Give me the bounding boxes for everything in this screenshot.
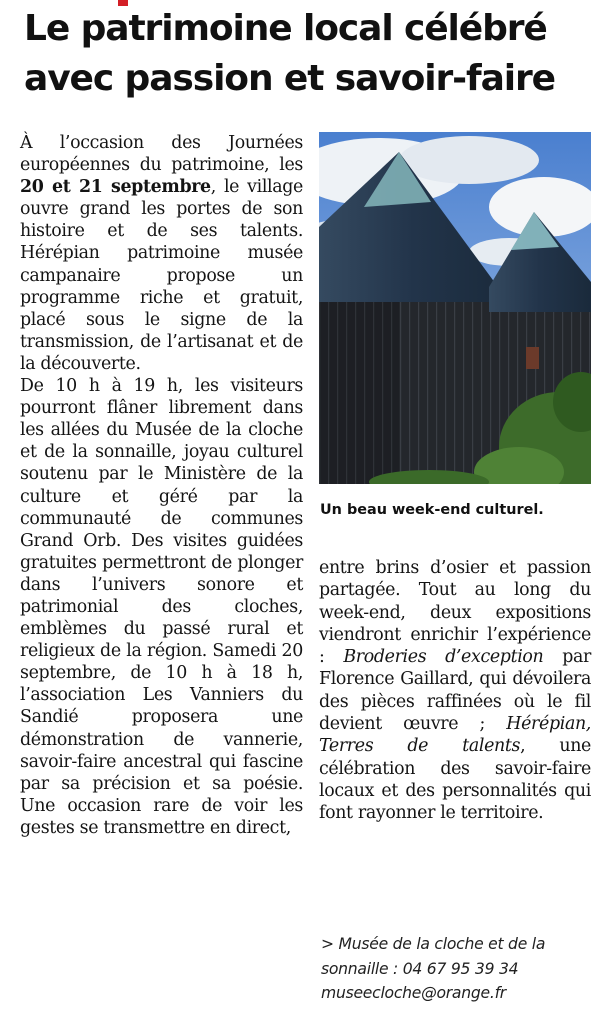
exhibitions-text-b: par Florence Gaillard, qui dévoilera des pièces raffinées où le fil devient œuvre ; [319,647,591,735]
headline-line-1: Le patrimoine local célébré [24,8,547,49]
museum-photo [319,132,591,484]
contact-phone: sonnaille : 04 67 95 39 34 [321,959,519,978]
article-column-right [319,557,591,825]
intro-text-start: À l’occasion des Journées européennes du patrimoine, les [20,133,303,176]
paragraph-program: De 10 h à 19 h, les visiteurs pourront flâner librement dans les allées du Musée de la cloche et de la sonnaille, joyau culturel soutenu par le Ministère de la culture et géré par la communauté de communes Grand Orb. Des visites guidées gratuites permettront de plonger dans l’univers sonore et patrimonial des cloches, emblèmes du passé rural et religieux de la région. Samedi 20 septembre, de 10 h à 18 h, l’association Les Vanniers du Sandié proposera une démonstration de vannerie, savoir-faire ancestral qui fascine par sa précision et sa poésie. Une occasion rare de voir les gestes se transmettre en direct, [20,376,303,838]
exhibitions-text-c: , une célébration des savoir-faire locaux et des personnalités qui font rayonner le territoire. [319,736,591,824]
contact-info [321,932,596,1006]
window [526,347,539,369]
exhibitions-text-a: entre brins d’osier et passion partagée. Tout au long du week-end, deux expositions viendront enrichir l’expérience : [319,558,591,668]
headline [24,4,599,104]
cloud [399,136,539,184]
exhibition-2-title: Hérépian, Terres de talents [319,714,591,757]
contact-venue: > Musée de la cloche et de la [321,935,546,953]
headline-line-2: avec passion et savoir-faire [24,58,555,99]
event-dates: 20 et 21 septembre [20,177,211,198]
paragraph-exhibitions [319,557,591,825]
exhibition-1-title: Broderies d’exception [343,647,544,668]
photo-caption: Un beau week-end culturel. [320,502,544,518]
building-shadow [319,302,399,484]
contact-email: museecloche@orange.fr [321,984,506,1003]
intro-text-end: , le village ouvre grand les portes de son histoire et de ses talents. Hérépian patrimoine musée campanaire propose un programme riche et gratuit, placé sous le signe de la transmission, de l’artisanat et de la découverte. [20,177,303,374]
paragraph-intro [20,132,303,375]
article-column-left [20,132,303,839]
